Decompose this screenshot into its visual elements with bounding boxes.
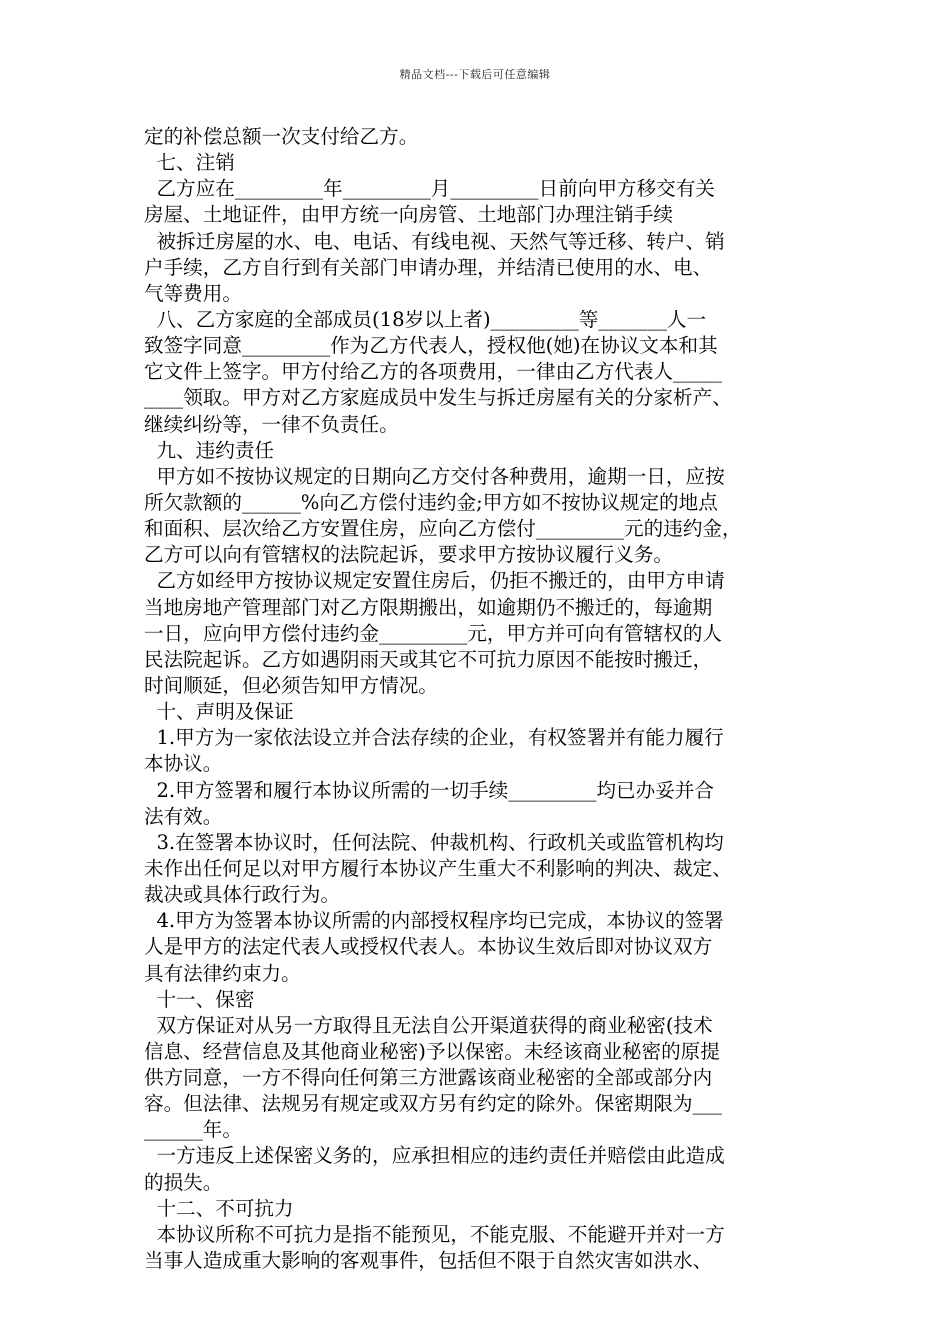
text-line: 它文件上签字。甲方付给乙方的各项费用，一律由乙方代表人_____ bbox=[144, 360, 723, 384]
text-line: 继续纠纷等，一律不负责任。 bbox=[144, 412, 399, 436]
text-line: 法有效。 bbox=[144, 804, 223, 828]
text-line: 七、注销 bbox=[144, 151, 235, 175]
text-line: 八、乙方家庭的全部成员(18岁以上者)_________等_______人一 bbox=[144, 307, 707, 331]
text-line: 4.甲方为签署本协议所需的内部授权程序均已完成，本协议的签署 bbox=[144, 909, 724, 933]
text-line: 乙方应在_________年_________月_________日前向甲方移交有关 bbox=[144, 177, 715, 201]
text-line: 定的补偿总额一次支付给乙方。 bbox=[144, 125, 419, 148]
text-line: 当事人造成重大影响的客观事件，包括但不限于自然灾害如洪水、 bbox=[144, 1249, 713, 1273]
text-line: 被拆迁房屋的水、电、电话、有线电视、天然气等迁移、转户、销 bbox=[144, 229, 725, 253]
text-line: 气等费用。 bbox=[144, 281, 242, 305]
text-line: 信息、经营信息及其他商业秘密)予以保密。未经该商业秘密的原提 bbox=[144, 1039, 720, 1063]
text-line: 甲方如不按协议规定的日期向乙方交付各种费用，逾期一日，应按 bbox=[144, 464, 725, 488]
text-line: 乙方可以向有管辖权的法院起诉，要求甲方按协议履行义务。 bbox=[144, 543, 674, 567]
text-line: 1.甲方为一家依法设立并合法存续的企业，有权签署并有能力履行 bbox=[144, 726, 724, 750]
text-line: 九、违约责任 bbox=[144, 438, 275, 462]
text-line: 3.在签署本协议时，任何法院、仲裁机构、行政机关或监管机构均 bbox=[144, 830, 724, 854]
text-line: 裁决或具体行政行为。 bbox=[144, 883, 340, 907]
text-line: 时间顺延，但必须告知甲方情况。 bbox=[144, 673, 438, 697]
text-line: 未作出任何足以对甲方履行本协议产生重大不利影响的判决、裁定、 bbox=[144, 856, 732, 880]
text-line: 致签字同意_________作为乙方代表人，授权他(她)在协议文本和其 bbox=[144, 334, 718, 358]
text-line: 双方保证对从另一方取得且无法自公开渠道获得的商业秘密(技术 bbox=[144, 1013, 713, 1037]
text-line: 的损失。 bbox=[144, 1170, 223, 1194]
text-line: 本协议。 bbox=[144, 752, 223, 776]
page-header: 精品文档---下载后可任意编辑 bbox=[399, 68, 551, 81]
text-line: 当地房地产管理部门对乙方限期搬出，如逾期仍不搬迁的，每逾期 bbox=[144, 595, 713, 619]
text-line: 人是甲方的法定代表人或授权代表人。本协议生效后即对协议双方 bbox=[144, 935, 713, 959]
text-line: 具有法律约束力。 bbox=[144, 961, 301, 985]
text-line: 民法院起诉。乙方如遇阴雨天或其它不可抗力原因不能按时搬迁， bbox=[144, 647, 713, 671]
text-line: 十二、不可抗力 bbox=[144, 1196, 294, 1220]
text-line: 容。但法律、法规另有规定或双方另有约定的除外。保密期限为___ bbox=[144, 1092, 723, 1116]
text-line: 2.甲方签署和履行本协议所需的一切手续_________均已办妥并合 bbox=[144, 778, 714, 802]
text-line: 乙方如经甲方按协议规定安置住房后，仍拒不搬迁的，由甲方申请 bbox=[144, 569, 725, 593]
text-line: 一日，应向甲方偿付违约金_________元，甲方并可向有管辖权的人 bbox=[144, 621, 723, 645]
text-line: 供方同意，一方不得向任何第三方泄露该商业秘密的全部或部分内 bbox=[144, 1066, 713, 1090]
text-line: 十一、保密 bbox=[144, 987, 255, 1011]
text-line: 本协议所称不可抗力是指不能预见，不能克服、不能避开并对一方 bbox=[144, 1222, 725, 1246]
text-line: 房屋、土地证件，由甲方统一向房管、土地部门办理注销手续 bbox=[144, 203, 674, 227]
text-line: 十、声明及保证 bbox=[144, 700, 294, 724]
text-line: 所欠款额的______%向乙方偿付违约金;甲方如不按协议规定的地点 bbox=[144, 490, 718, 514]
text-line: 和面积、层次给乙方安置住房，应向乙方偿付_________元的违约金， bbox=[144, 517, 742, 541]
text-line: ______年。 bbox=[144, 1118, 242, 1142]
text-line: 户手续，乙方自行到有关部门申请办理，并结清已使用的水、电、 bbox=[144, 255, 713, 279]
text-line: 一方违反上述保密义务的，应承担相应的违约责任并赔偿由此造成 bbox=[144, 1144, 725, 1168]
text-line: ____领取。甲方对乙方家庭成员中发生与拆迁房屋有关的分家析产、 bbox=[144, 386, 732, 410]
document-body bbox=[144, 124, 814, 1274]
